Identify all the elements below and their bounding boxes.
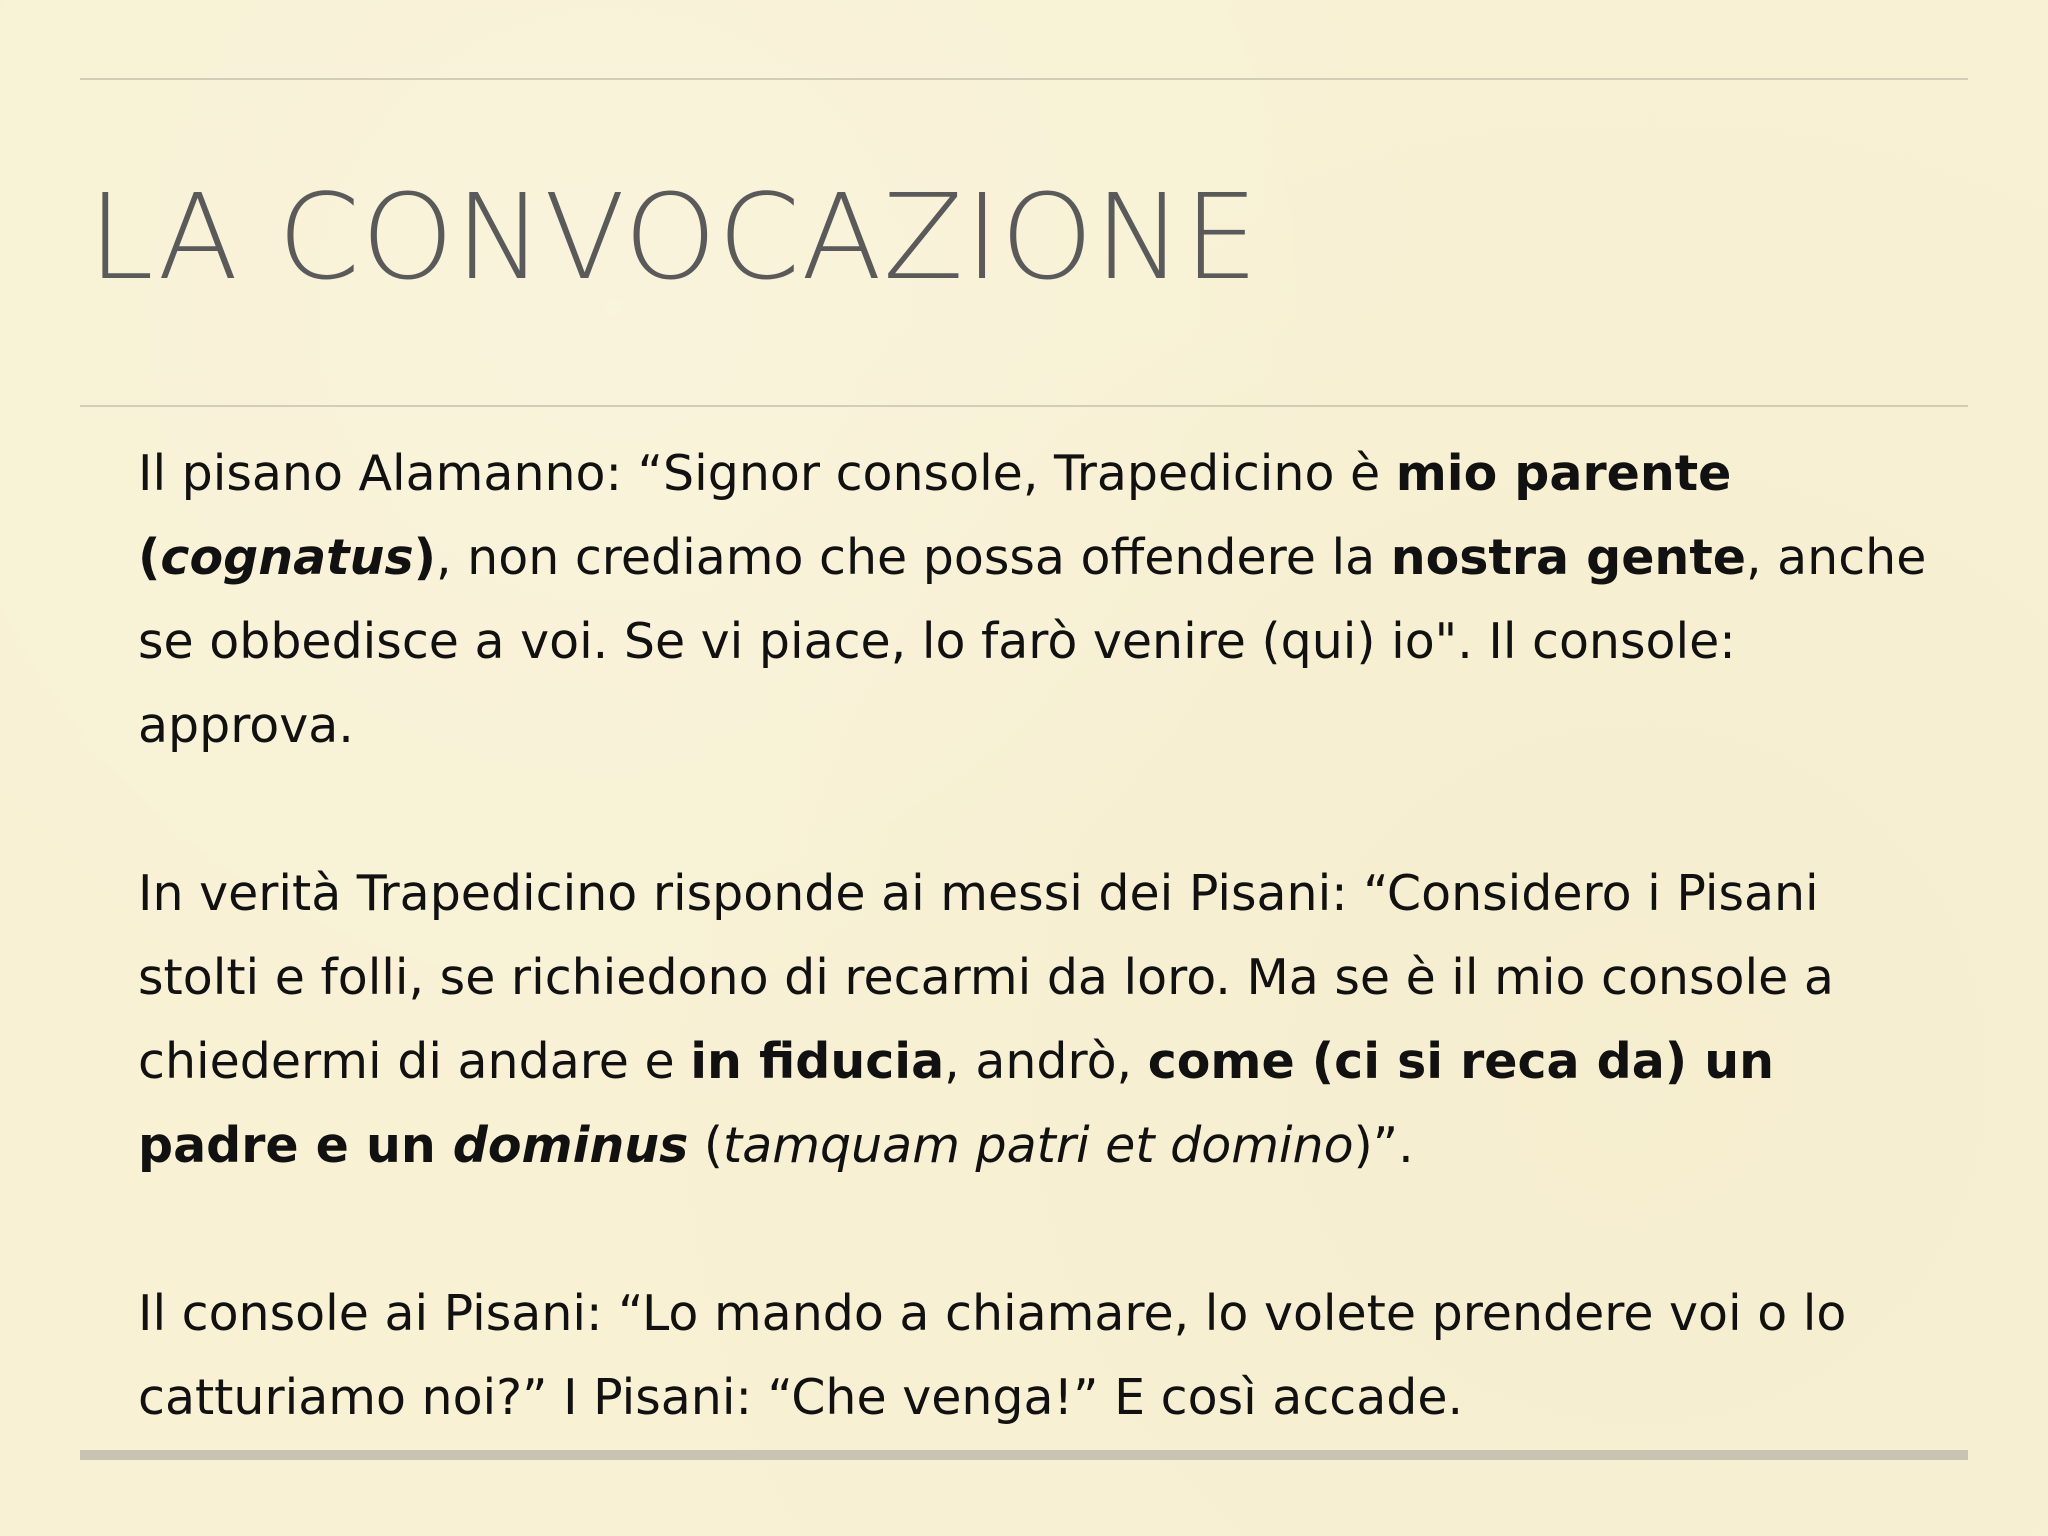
- paragraph-2: [138, 852, 1948, 1188]
- emphasis-close-paren: ): [413, 529, 437, 586]
- italic-tamquam-patri-et-domino: tamquam patri et domino: [723, 1117, 1354, 1174]
- emphasis-nostra-gente: nostra gente: [1390, 529, 1746, 586]
- paragraph-gap-2: [138, 1188, 1948, 1272]
- paragraph-3: [138, 1272, 1948, 1440]
- paragraph-gap-1: [138, 768, 1948, 852]
- emphasis-cognatus: cognatus: [160, 529, 414, 586]
- top-divider: [80, 78, 1968, 80]
- emphasis-mio-parente: mio parente: [1395, 445, 1732, 502]
- bottom-divider: [80, 1450, 1968, 1460]
- paragraph-1-text-1: Il pisano Alamanno: “Signor console, Trapedicino è: [138, 445, 1396, 502]
- paragraph-1-text-2: , non crediamo che possa offendere la: [436, 529, 1391, 586]
- emphasis-open-paren: (: [138, 529, 161, 586]
- paragraph-2-text-1: In verità Trapedicino risponde ai messi dei Pisani: “Considero i Pisani stolti e folli, se richiedono di recarmi da loro. Ma se è il mio console a chiedermi di andare e: [138, 865, 1834, 1090]
- paragraph-3-text-1: Il console ai Pisani: “Lo mando a chiamare, lo volete prendere voi o lo catturiamo noi?” I Pisani: “Che venga!” E così accade.: [138, 1285, 1847, 1426]
- paragraph-2-text-3: (: [688, 1117, 724, 1174]
- paragraph-2-text-2: , andrò,: [944, 1033, 1148, 1090]
- slide-title: LA CONVOCAZIONE: [88, 168, 1260, 306]
- paragraph-2-text-4: )”.: [1353, 1117, 1414, 1174]
- emphasis-come-padre: come (ci si reca da) un padre e un: [138, 1033, 1775, 1174]
- emphasis-in-fiducia: in fiducia: [690, 1033, 945, 1090]
- paragraph-1: [138, 432, 1948, 768]
- paragraph-1-text-3: , anche se obbedisce a voi. Se vi piace, lo farò venire (qui) io". Il console: approva.: [138, 529, 1927, 754]
- title-divider: [80, 405, 1968, 407]
- emphasis-dominus: dominus: [452, 1117, 689, 1174]
- slide-body: [138, 432, 1948, 1440]
